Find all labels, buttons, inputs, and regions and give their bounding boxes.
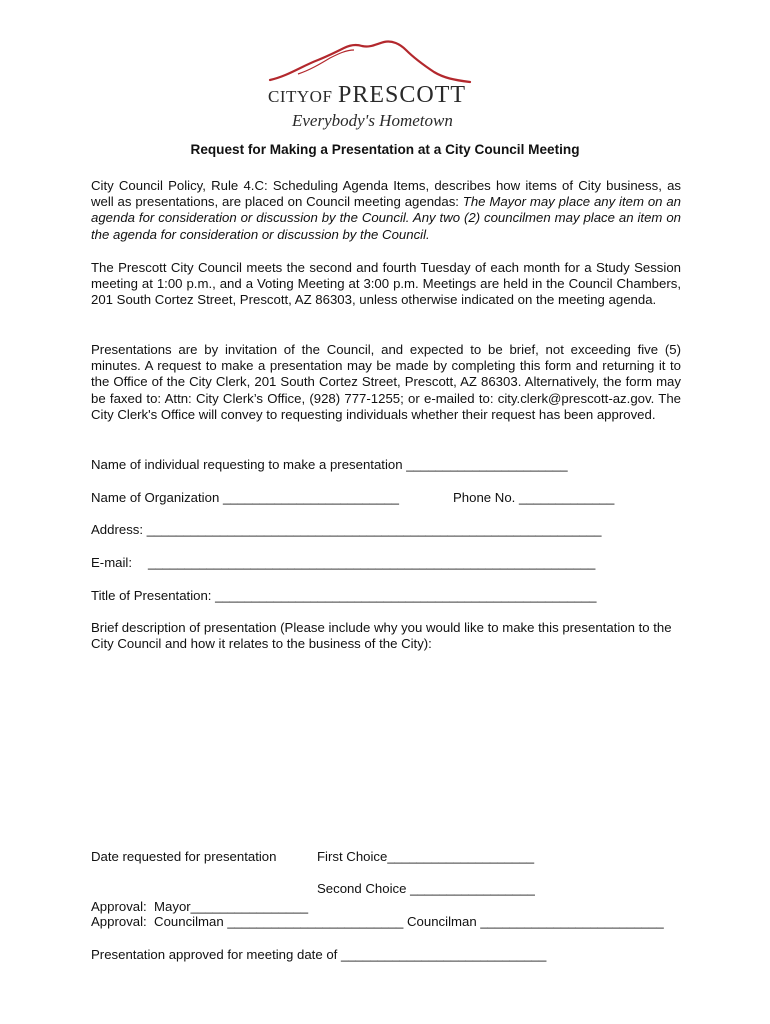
policy-text: City Council Policy, Rule 4.C: Scheduling Agenda Items, describes how items of City business, as well as presentations, are placed on Council meeting agendas: [91, 178, 681, 210]
email-label: E-mail: [91, 555, 133, 570]
date-requested-label: Date requested for presentation [91, 849, 277, 864]
phone-field[interactable]: Phone No. _____________ [453, 490, 615, 505]
presentation-title-field[interactable]: Title of Presentation: ____________________________________________________ [91, 588, 597, 603]
approval-mayor-field[interactable]: Approval: Mayor________________ [91, 899, 309, 914]
policy-paragraph [91, 178, 681, 243]
meeting-schedule-paragraph: The Prescott City Council meets the second and fourth Tuesday of each month for a Study Session meeting at 1:00 p.m., and a Voting Meeting at 3:00 p.m. Meetings are held in the Council Chambers, 201 South Cortez Street, Prescott, AZ 86303, unless otherwise indicated on the meeting agenda. [91, 260, 681, 308]
name-individual-field[interactable]: Name of individual requesting to make a presentation ______________________ [91, 457, 568, 472]
presentation-rules-paragraph: Presentations are by invitation of the Council, and expected to be brief, not exceeding five (5) minutes. A request to make a presentation may be made by completing this form and returning it to the Office of the City Clerk, 201 South Cortez Street, Prescott, AZ 86303. Alternatively, the form may be faxed to: Attn: City Clerk’s Office, (928) 777-1255; or e-mailed to: city.clerk@prescott-az.gov. The City Clerk's Office will convey to requesting individuals whether their request has been approved. [91, 342, 681, 422]
logo-city-of-text: CITYOF [268, 87, 333, 106]
policy-italic-text: The Mayor may place any item on an agenda for consideration or discussion by the Council. Any two (2) councilmen may place an item on the agenda for consideration or discussion by the Council. [91, 194, 681, 242]
email-field[interactable]: _____________________________________________________________ [148, 555, 596, 570]
approval-councilman-field[interactable]: Approval: Councilman ________________________ Councilman _________________________ [91, 914, 664, 929]
prescott-mountain-logo-icon [258, 36, 488, 132]
first-choice-field[interactable]: First Choice____________________ [317, 849, 535, 864]
form-title: Request for Making a Presentation at a City Council Meeting [190, 142, 580, 157]
address-field[interactable]: Address: ______________________________________________________________ [91, 522, 602, 537]
second-choice-field[interactable]: Second Choice _________________ [317, 881, 535, 896]
logo-tagline-text: Everybody's Hometown [292, 111, 453, 130]
approved-date-field[interactable]: Presentation approved for meeting date of ____________________________ [91, 947, 547, 962]
city-logo [258, 36, 488, 132]
logo-prescott-text: PRESCOTT [338, 82, 467, 108]
brief-description-label: Brief description of presentation (Please include why you would like to make this presentation to the City Council and how it relates to the business of the City): [91, 620, 672, 652]
organization-field[interactable]: Name of Organization ________________________ [91, 490, 399, 505]
